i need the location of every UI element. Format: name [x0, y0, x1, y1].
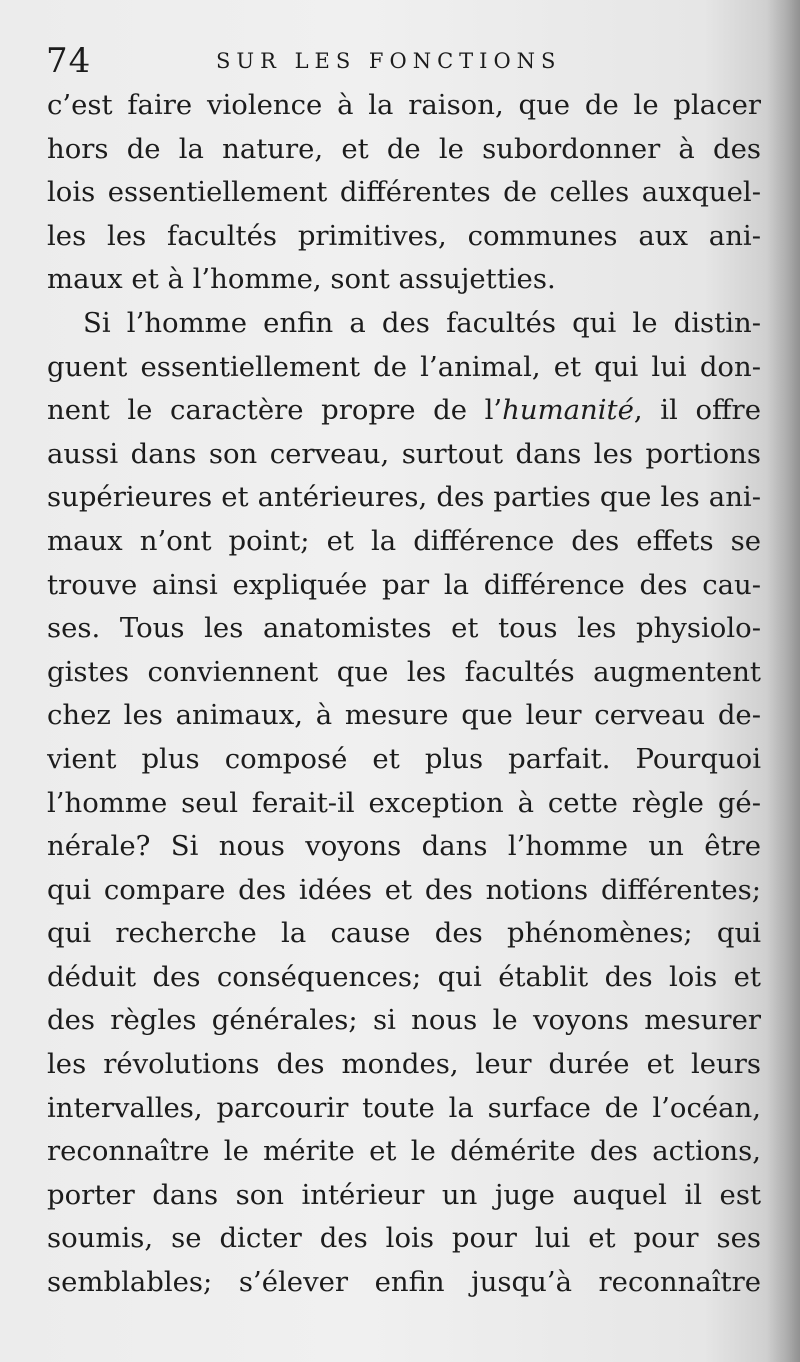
- body-text: [47, 84, 761, 1305]
- text-line: l’homme seul ferait-il exception à cette règle gé-: [47, 786, 761, 819]
- text-line: maux et à l’homme, sont assujetties.: [47, 263, 556, 296]
- text-line: soumis, se dicter des lois pour lui et pour ses: [47, 1222, 761, 1255]
- text-line: hors de la nature, et de le subordonner à des: [47, 132, 761, 165]
- text-line: nérale? Si nous voyons dans l’homme un être: [47, 830, 761, 863]
- text-line: semblables; s’élever enfin jusqu’à reconnaître: [47, 1266, 761, 1299]
- text-line: qui recherche la cause des phénomènes; qui: [47, 917, 761, 950]
- text-line: lois essentiellement différentes de celles auxquel-: [47, 176, 761, 209]
- text-line: c’est faire violence à la raison, que de le placer: [47, 89, 761, 121]
- text-run: , il offre: [633, 394, 761, 427]
- page-header: [46, 38, 762, 84]
- text-line: Si l’homme enfin a des facultés qui le distin-: [83, 306, 761, 339]
- text-line: qui compare des idées et des notions différentes;: [47, 873, 761, 906]
- text-line: reconnaître le mérite et le démérite des actions,: [47, 1135, 761, 1168]
- text-line: déduit des conséquences; qui établit des lois et: [47, 960, 761, 993]
- text-line: aussi dans son cerveau, surtout dans les portions: [47, 437, 761, 470]
- text-line: chez les animaux, à mesure que leur cerveau de-: [47, 699, 761, 732]
- page-number: 74: [46, 41, 92, 81]
- text-line: les les facultés primitives, communes aux ani-: [47, 219, 761, 252]
- italic-term: humanité: [502, 394, 634, 427]
- text-line: gistes conviennent que les facultés augmentent: [47, 655, 761, 688]
- text-run: nent le caractère propre de l’: [47, 394, 503, 427]
- running-head: SUR LES FONCTIONS: [216, 49, 562, 73]
- text-line: guent essentiellement de l’animal, et qui lui don-: [47, 350, 761, 383]
- text-line: porter dans son intérieur un juge auquel il est: [47, 1178, 761, 1211]
- text-line: vient plus composé et plus parfait. Pourquoi: [47, 742, 761, 775]
- text-line: des règles générales; si nous le voyons mesurer: [47, 1004, 761, 1037]
- text-line: les révolutions des mondes, leur durée et leurs: [47, 1048, 761, 1081]
- text-line-mixed: [47, 389, 761, 433]
- text-line: ses. Tous les anatomistes et tous les physiolo-: [47, 612, 761, 645]
- text-line: trouve ainsi expliquée par la différence des cau-: [47, 568, 761, 601]
- text-line: supérieures et antérieures, des parties que les ani-: [47, 481, 761, 514]
- text-line: maux n’ont point; et la différence des effets se: [47, 524, 761, 557]
- text-line: intervalles, parcourir toute la surface de l’océan,: [47, 1091, 761, 1124]
